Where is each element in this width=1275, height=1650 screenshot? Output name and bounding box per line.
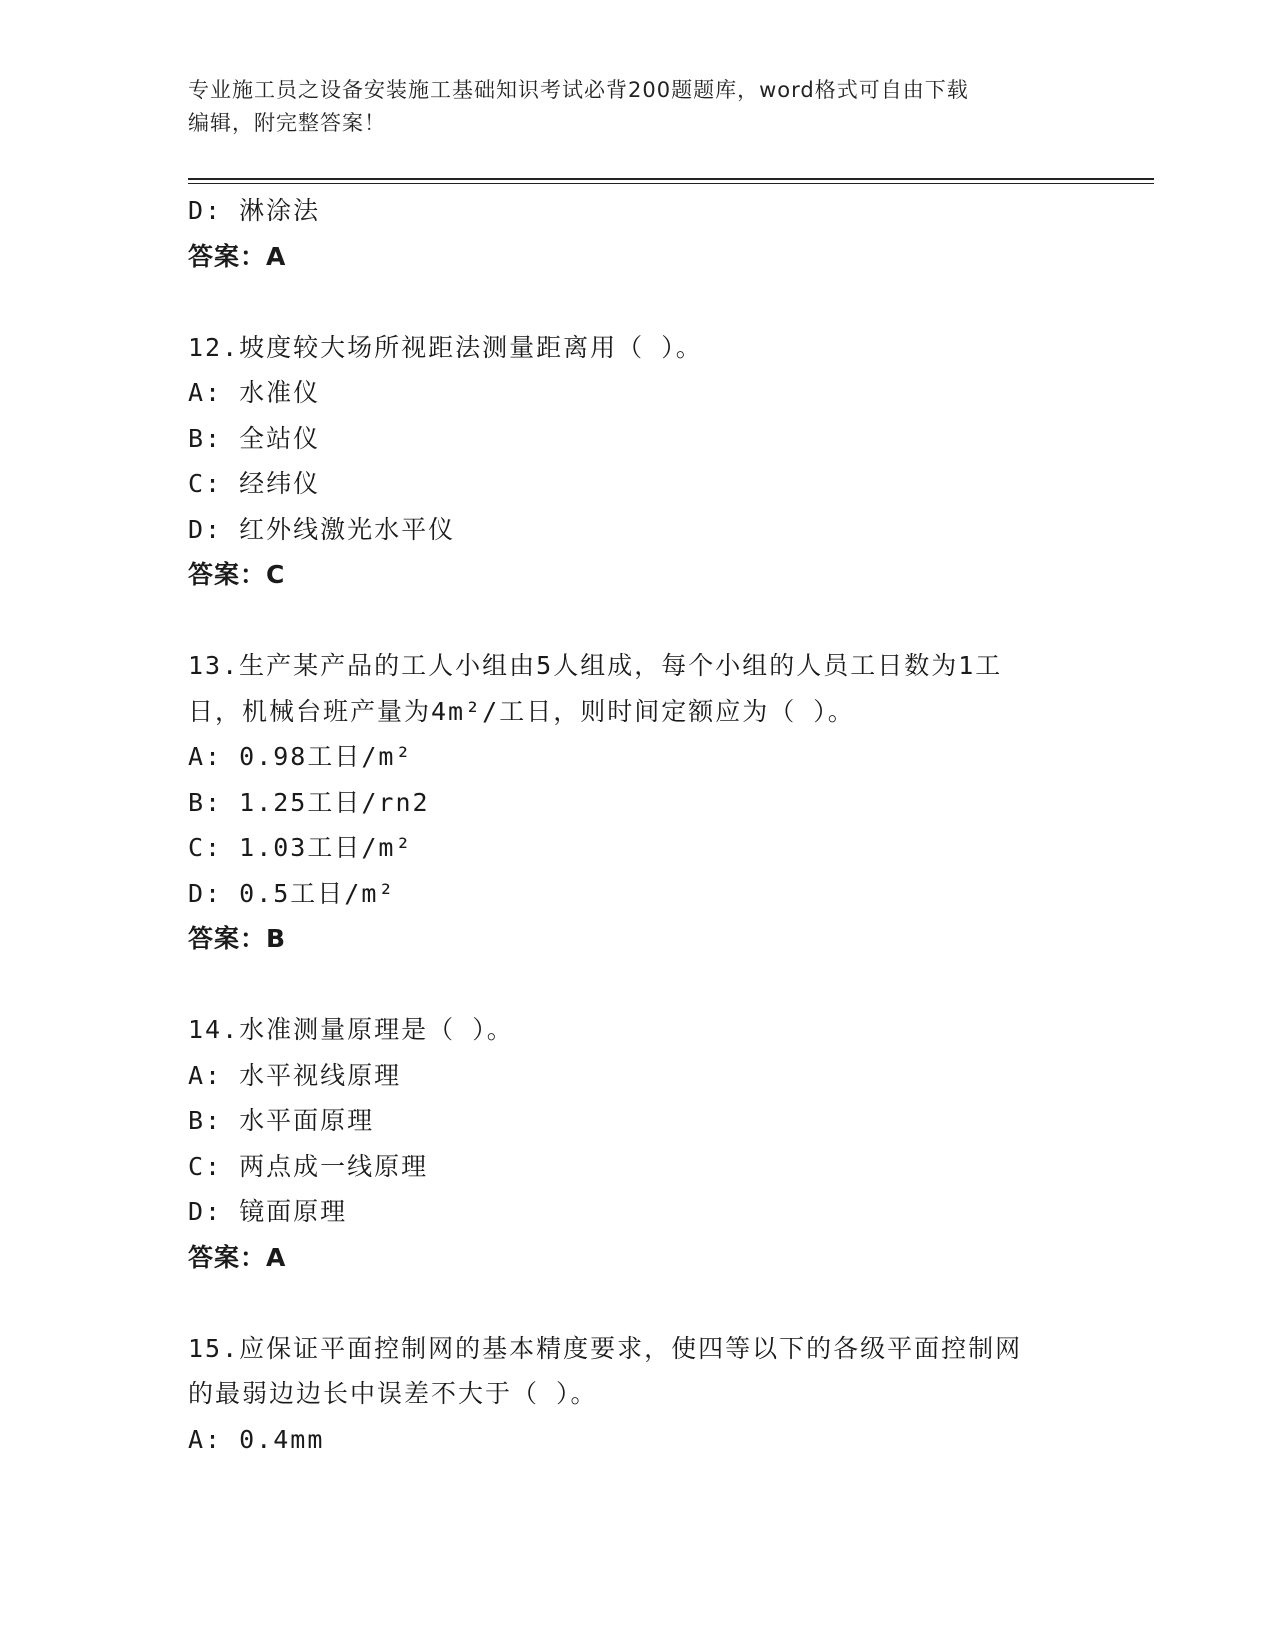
option-b: B: 水平面原理: [188, 1106, 375, 1135]
spacer: [188, 598, 1088, 644]
question-stem-line-1: 13.生产某产品的工人小组由5人组成，每个小组的人员工日数为1工: [188, 651, 1003, 680]
option-c: C: 1.03工日/m²: [188, 833, 413, 862]
question-15: [188, 1326, 1088, 1463]
option-d: D: 0.5工日/m²: [188, 878, 396, 908]
question-stem-line-2: 的最弱边边长中误差不大于（ ）。: [188, 1379, 598, 1408]
header-divider-thin: [188, 183, 1154, 184]
question-stem: 14.水准测量原理是（ ）。: [188, 1015, 514, 1044]
document-header: [188, 74, 1088, 140]
question-stem-line-2: 日，机械台班产量为4m²/工日，则时间定额应为（ ）。: [188, 696, 855, 726]
question-11: [188, 188, 1088, 279]
spacer: [188, 962, 1088, 1008]
option-d: D: 淋涂法: [188, 196, 321, 225]
header-divider-thick: [188, 178, 1154, 180]
option-a: A: 水平视线原理: [188, 1060, 402, 1090]
header-title-line-1: 专业施工员之设备安装施工基础知识考试必背200题题库，word格式可自由下载: [188, 78, 969, 102]
question-13: [188, 643, 1088, 962]
option-d: D: 镜面原理: [188, 1197, 348, 1226]
option-a: A: 0.98工日/m²: [188, 742, 413, 771]
spacer: [188, 1280, 1088, 1326]
option-d: D: 红外线激光水平仪: [188, 514, 456, 544]
question-stem-line-1: 15.应保证平面控制网的基本精度要求，使四等以下的各级平面控制网: [188, 1333, 1023, 1363]
answer-line: 答案：A: [188, 241, 287, 271]
option-a: A: 0.4mm: [188, 1424, 325, 1454]
question-stem: 12.坡度较大场所视距法测量距离用（ ）。: [188, 332, 703, 362]
option-a: A: 水准仪: [188, 378, 321, 407]
header-title-line-2: 编辑，附完整答案！: [188, 111, 386, 135]
option-c: C: 经纬仪: [188, 469, 321, 498]
option-b: B: 1.25工日/rn2: [188, 787, 430, 817]
option-b: B: 全站仪: [188, 423, 321, 453]
answer-line: 答案：A: [188, 1242, 287, 1272]
question-list: [188, 188, 1088, 1462]
option-c: C: 两点成一线原理: [188, 1151, 429, 1181]
question-12: [188, 325, 1088, 598]
answer-line: 答案：C: [188, 560, 286, 589]
spacer: [188, 279, 1088, 325]
answer-line: 答案：B: [188, 924, 287, 953]
question-14: [188, 1007, 1088, 1280]
